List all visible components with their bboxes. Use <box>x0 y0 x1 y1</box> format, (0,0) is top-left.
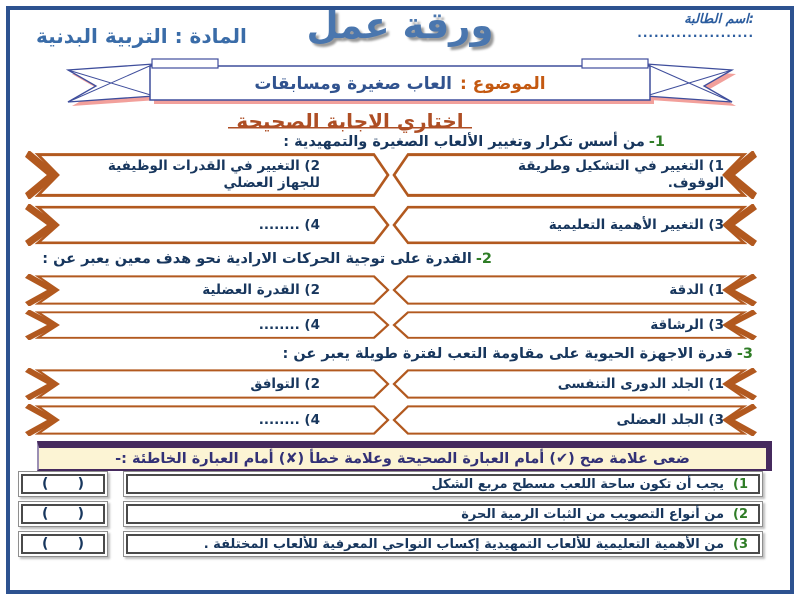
q3-option-1-banner <box>392 368 770 400</box>
student-name-block <box>624 12 754 39</box>
q2-option-2-banner <box>12 274 390 306</box>
statement-1-answer-slot[interactable]: ( ) <box>21 474 105 494</box>
question-3-text: قدرة الاجهزة الحيوية على مقاومة التعب لفترة طويلة يعبر عن : <box>282 346 733 362</box>
question-3 <box>283 346 753 362</box>
statement-2-text: من أنواع التصويب من الثبات الرمية الحرة <box>461 506 724 522</box>
q2-option-2-text: 2) القدرة العضلية <box>202 281 320 298</box>
statement-2-number: 2) <box>733 506 748 522</box>
q3-option-1-text: 1) الجلد الدورى التنفسى <box>557 375 724 392</box>
q3-option-2-text: 2) التوافق <box>250 375 320 392</box>
worksheet-title: ورقة عمل <box>306 4 494 47</box>
q1-option-1-text: 1) التغيير في التشكيل وطريقة الوقوف. <box>518 158 724 191</box>
statement-3-number: 3) <box>733 536 748 552</box>
topic-label: الموضوع : <box>459 73 546 94</box>
q1-option-1-banner <box>392 151 770 199</box>
q2-option-4-text: 4) ........ <box>258 316 320 333</box>
q2-option-3-text: 3) الرشاقة <box>650 316 724 333</box>
q1-option-2-text: 2) التغيير في القدرات الوظيفية للجهاز العضلي <box>107 158 320 191</box>
q1-option-3-banner <box>392 204 770 246</box>
q1-option-2-banner <box>12 151 390 199</box>
q1-option-4-text: 4) ........ <box>258 216 320 233</box>
statement-2-answer-slot[interactable]: ( ) <box>21 504 105 524</box>
question-1-text: من أسس تكرار وتغيير الألعاب الصغيرة والتمهيدية : <box>283 134 645 150</box>
q3-option-3-text: 3) الجلد العضلى <box>616 411 724 428</box>
statement-1-answer-box[interactable] <box>18 471 108 497</box>
q2-option-3-banner <box>392 310 770 340</box>
true-false-instruction-banner: ضعى علامة صح (✔) أمام العبارة الصحيحة وعلامة خطأ (✘) أمام العبارة الخاطئة :- <box>37 441 772 471</box>
statement-3-answer-slot[interactable]: ( ) <box>21 534 105 554</box>
q1-option-4-banner <box>12 204 390 246</box>
choose-answer-heading: اختاري الاجابة الصحيحة <box>228 109 472 133</box>
q2-option-1-text: 1) الدقة <box>669 281 724 298</box>
question-2-number: 2- <box>475 251 492 267</box>
q2-option-4-banner <box>12 310 390 340</box>
question-2-text: القدرة على توجية الحركات الارادية نحو هدف معين يعبر عن : <box>42 251 472 267</box>
q1-option-3-text: 3) التغيير الأهمية التعليمية <box>548 216 724 233</box>
statement-2-box <box>123 501 763 527</box>
q2-option-1-banner <box>392 274 770 306</box>
statement-1-number: 1) <box>733 476 748 492</box>
q3-option-4-text: 4) ........ <box>258 411 320 428</box>
question-1 <box>283 134 665 150</box>
q3-option-4-banner <box>12 404 390 436</box>
student-name-label: اسم الطالبة: <box>684 12 754 27</box>
statement-1-box <box>123 471 763 497</box>
topic-value: العاب صغيرة ومسابقات <box>254 73 452 94</box>
statement-2-answer-box[interactable] <box>18 501 108 527</box>
statement-1-text: يجب أن تكون ساحة اللعب مسطح مربع الشكل <box>431 476 724 492</box>
question-3-number: 3- <box>736 346 753 362</box>
question-2 <box>42 251 492 267</box>
statement-3-answer-box[interactable] <box>18 531 108 557</box>
student-name-line[interactable]: ..................... <box>637 26 754 40</box>
statement-3-box <box>123 531 763 557</box>
topic-ribbon <box>62 56 738 110</box>
q3-option-2-banner <box>12 368 390 400</box>
statement-3-text: من الأهمية التعليمية للألعاب التمهيدية إكساب النواحي المعرفية للألعاب المختلفة . <box>203 536 724 552</box>
question-1-number: 1- <box>648 134 665 150</box>
q3-option-3-banner <box>392 404 770 436</box>
subject-title: المادة : التربية البدنية <box>36 24 247 48</box>
